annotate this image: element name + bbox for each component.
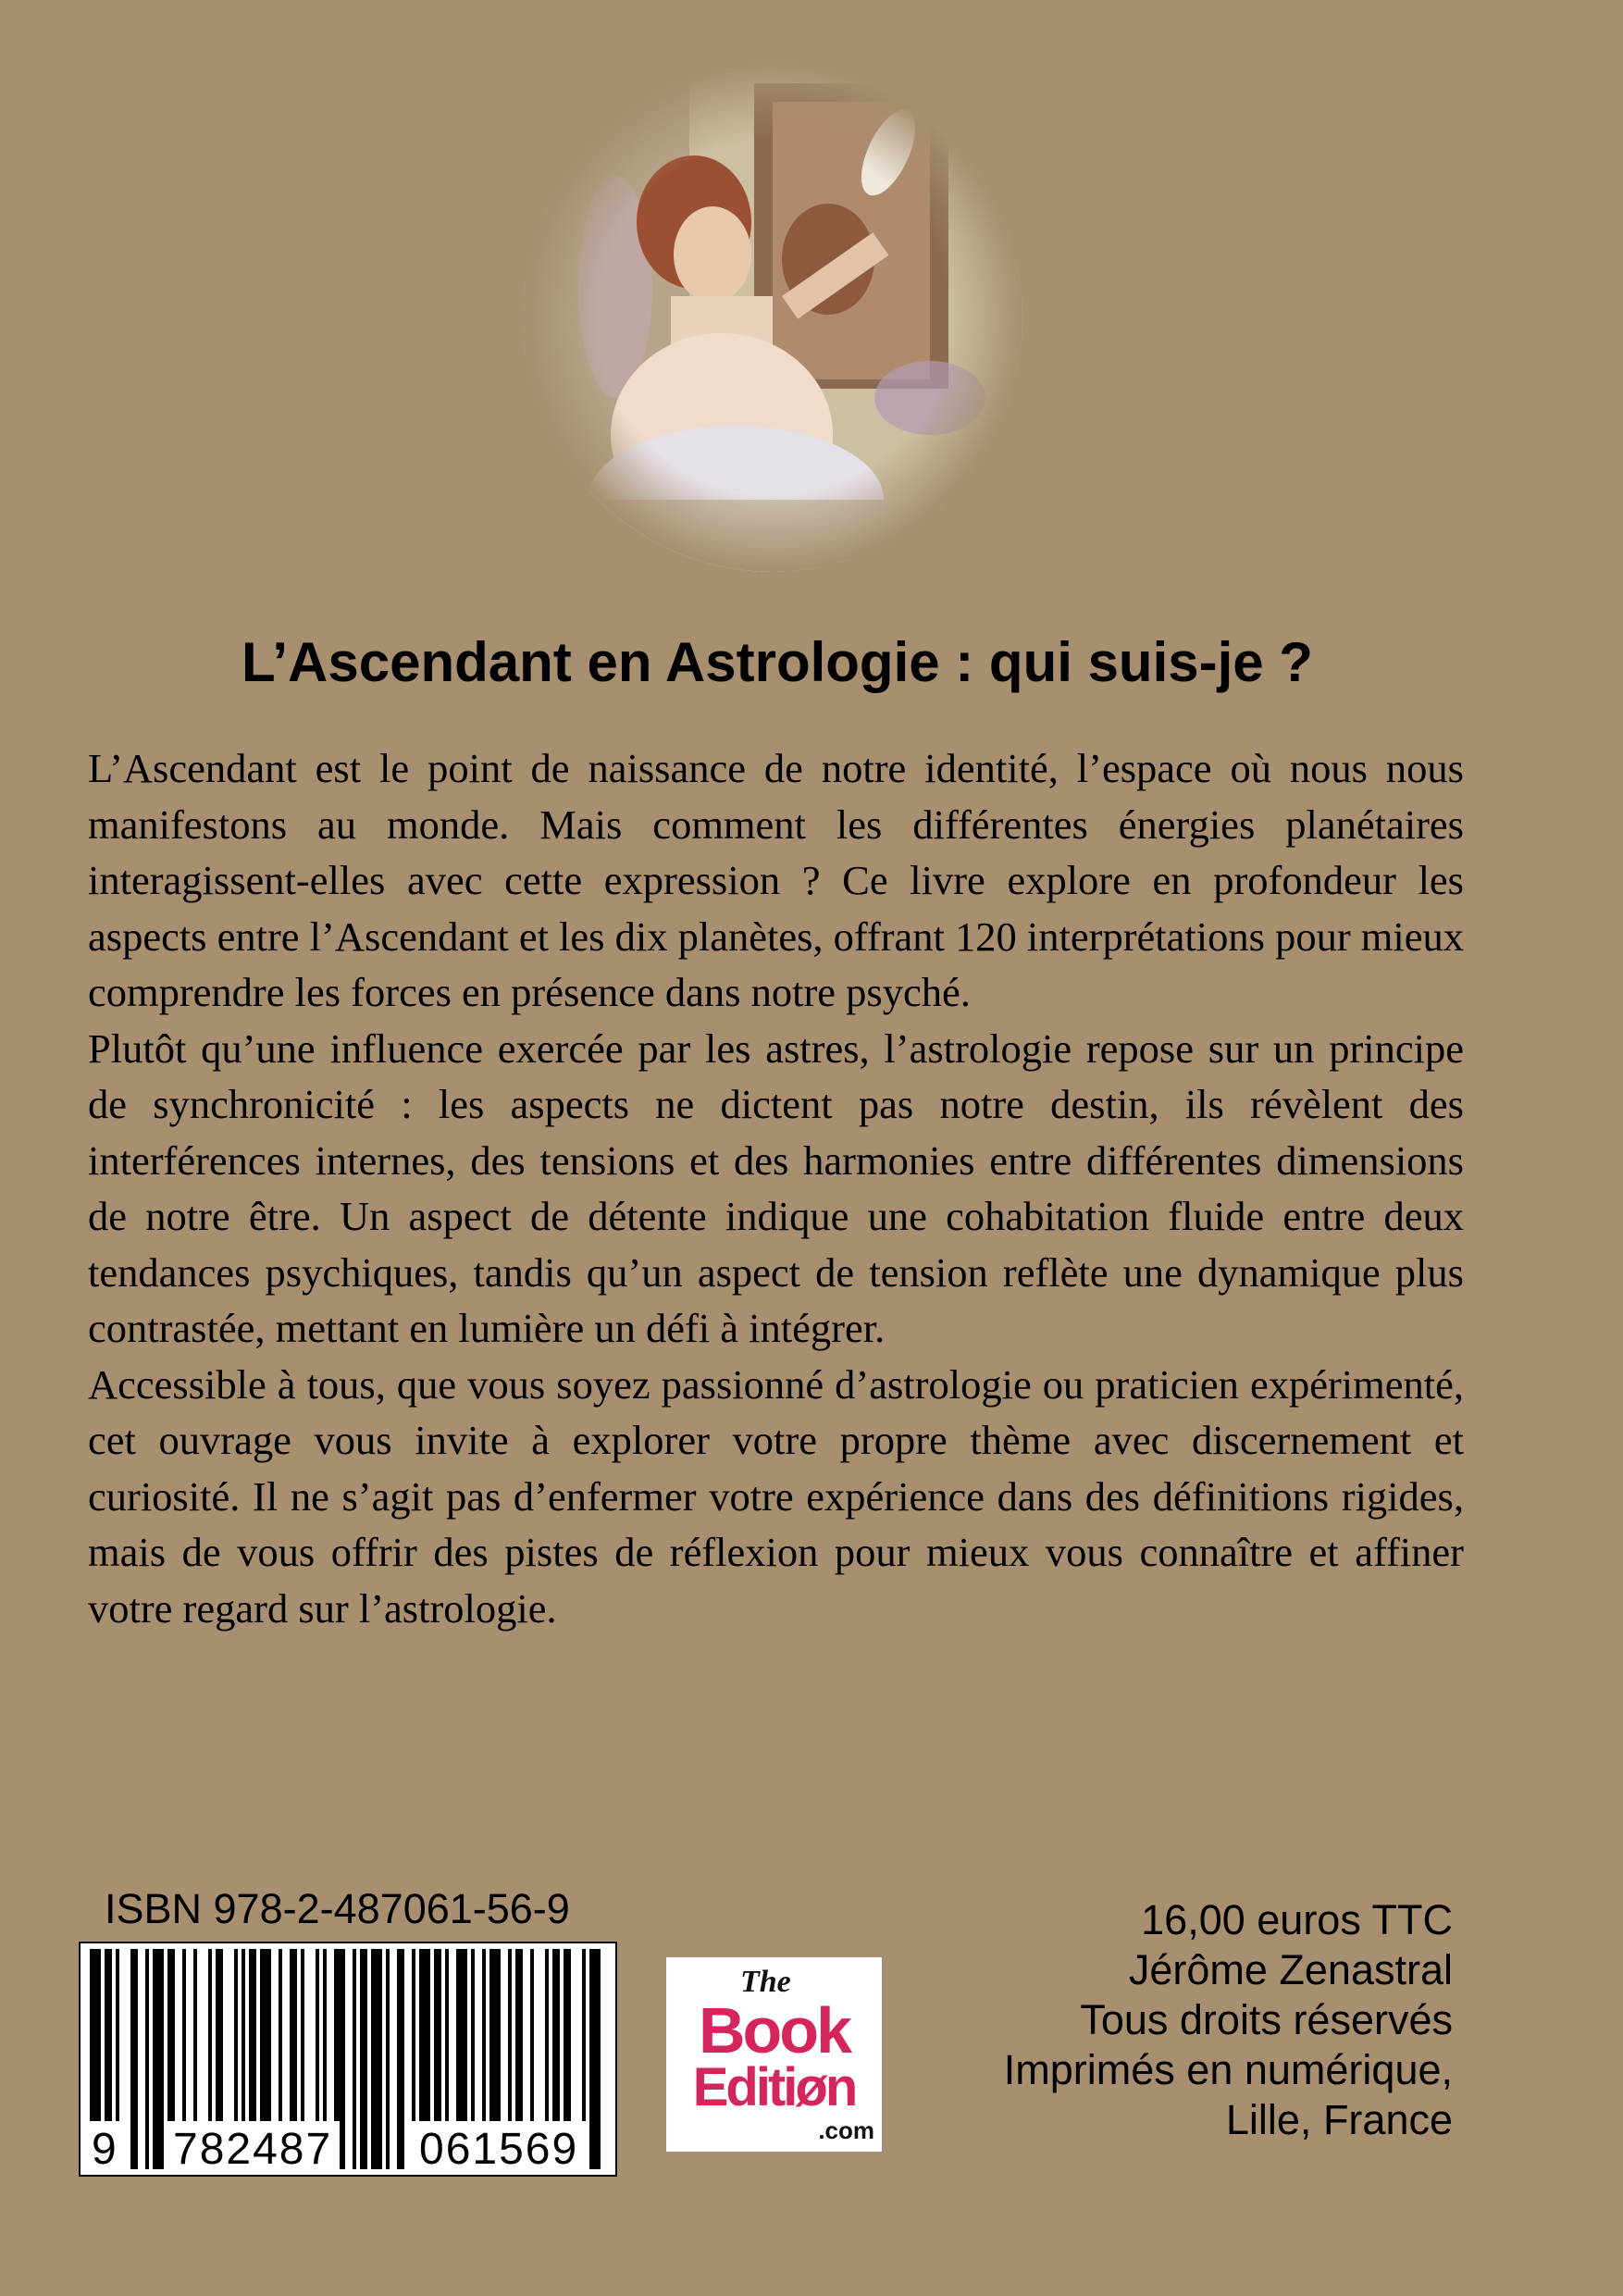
book-title: L’Ascendant en Astrologie : qui suis-je ? [242, 631, 1313, 693]
price: 16,00 euros TTC [1141, 1896, 1453, 1943]
portrait-painting [523, 65, 1022, 572]
cover-illustration [523, 65, 1022, 572]
logo-edition-text [666, 2057, 882, 2117]
barcode-left-group: 782487 [166, 2121, 340, 2177]
logo-domain-text: .com [818, 2116, 874, 2144]
printing-note: Imprimés en numérique, [1003, 2046, 1453, 2093]
barcode-digits [81, 2121, 615, 2177]
logo-book-text: Book [699, 1994, 849, 2066]
isbn-label: ISBN 978-2-487061-56-9 [105, 1885, 570, 1932]
publisher-logo [666, 1957, 882, 2152]
back-cover-blurb [88, 740, 1464, 1636]
isbn-barcode [79, 1942, 617, 2177]
logo-the-text: The [740, 1965, 791, 1999]
logo-edition-start: Editi [692, 2057, 796, 2117]
blurb-paragraph: Plutôt qu’une influence exercée par les astres, l’astrologie repose sur un principe de synchronicité : les aspects ne dictent pas notre destin, ils révèlent des interférences internes, des tensions et des harmonies entre différentes dimensions de notre être. Un aspect de détente indique une cohabitation fluide entre deux tendances psychiques, tandis qu’un aspect de tension reflète une dynamique plus contrastée, mettant en lumière un défi à intégrer. [88, 1024, 1464, 1351]
blurb-paragraph: Accessible à tous, que vous soyez passionné d’astrologie ou praticien expérimenté, cet ouvrage vous invite à explorer votre propre thème avec discernement et curiosité. Il ne s’agit pas d’enfermer votre expérience dans des définitions rigides, mais de vous offrir des pistes de réflexion pour mieux vous connaître et affiner votre regard sur l’astrologie. [88, 1360, 1464, 1632]
author-name: Jérôme Zenastral [1128, 1946, 1453, 1993]
imprint-block [1004, 1895, 1453, 2145]
quill-pen-icon: ø [795, 2057, 825, 2117]
barcode-right-group: 061569 [412, 2121, 586, 2177]
blurb-paragraph: L’Ascendant est le point de naissance de notre identité, l’espace où nous nous manifestons au monde. Mais comment les différentes énergies planétaires interagissent-elles avec cette expression ? Ce livre explore en profondeur les aspects entre l’Ascendant et les dix planètes, offrant 120 interprétations pour mieux comprendre les forces en présence dans notre psyché. [88, 745, 1464, 1015]
rights-notice: Tous droits réservés [1080, 1996, 1453, 2043]
printing-place: Lille, France [1225, 2096, 1453, 2143]
logo-edition-end: n [824, 2057, 856, 2117]
barcode-lead-digit: 9 [86, 2121, 122, 2177]
